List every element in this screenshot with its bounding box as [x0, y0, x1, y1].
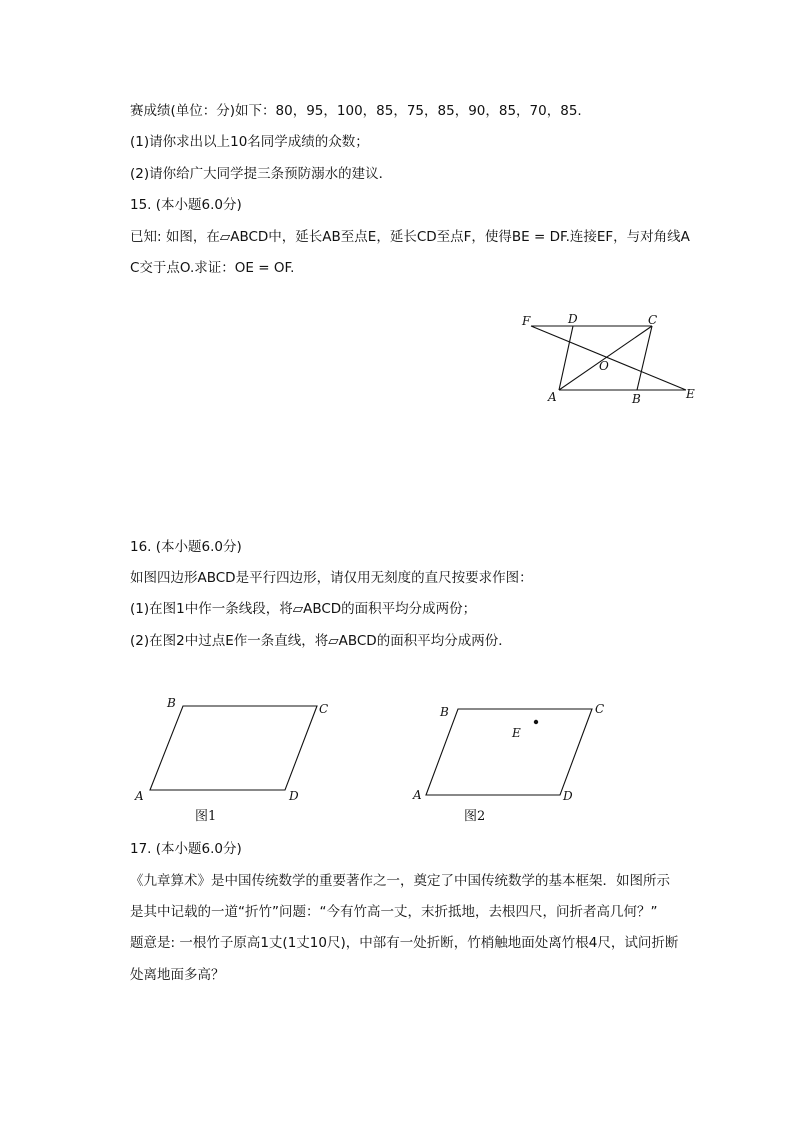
q14-part1: (1)请你求出以上10名同学成绩的众数；: [130, 134, 369, 150]
fig16-1-caption: 图1: [195, 809, 217, 824]
q17-text-line4: 处离地面多高？: [130, 967, 225, 983]
fig16-2-label-A: A: [413, 788, 422, 802]
q17-text-line3: 题意是: 一根竹子原高1丈(1丈10尺)，中部有一处折断，竹梢触地面处离竹根4尺，试问折断: [130, 935, 679, 951]
fig16-2-parallelogram: [426, 709, 592, 795]
q17-text-line1: 《九章算术》是中国传统数学的重要著作之一，奠定了中国传统数学的基本框架．如图所示: [130, 873, 670, 889]
fig16-2-label-C: C: [595, 702, 605, 716]
fig16-1-label-B: B: [167, 696, 176, 710]
fig15-label-E: E: [686, 387, 695, 401]
fig16-2-label-D: D: [563, 789, 573, 803]
fig16-2-caption: 图2: [464, 809, 486, 824]
q14-part2: (2)请你给广大同学提三条预防溺水的建议．: [130, 166, 393, 182]
q16-part1: (1)在图1中作一条线段，将▱ABCD的面积平均分成两份；: [130, 601, 477, 617]
fig16-2-label-B: B: [440, 705, 449, 719]
fig15-label-D: D: [568, 312, 578, 326]
fig16-1-parallelogram: [150, 706, 317, 790]
fig15-label-O: O: [599, 359, 609, 373]
q17-text-line2: 是其中记载的一道“折竹”问题：“今有竹高一丈，末折抵地，去根四尺，问折者高几何？”: [130, 904, 658, 920]
q16-header: 16. (本小题6.0分): [130, 539, 242, 555]
q17-header: 17. (本小题6.0分): [130, 841, 242, 857]
fig16-2-point-E: [534, 720, 538, 724]
fig16-1-label-D: D: [289, 789, 299, 803]
q16-part2: (2)在图2中过点E作一条直线，将▱ABCD的面积平均分成两份．: [130, 633, 512, 649]
fig16-1-label-C: C: [319, 702, 329, 716]
fig16-1-label-A: A: [135, 789, 144, 803]
q15-text-line1: 已知: 如图，在▱ABCD中，延长AB至点E，延长CD至点F，使得BE = DF.连接EF，与对角线A: [130, 229, 690, 245]
q15-text-line2: C交于点O.求证：OE = OF.: [130, 260, 295, 276]
fig15-label-C: C: [648, 313, 658, 327]
fig15-label-A: A: [548, 390, 557, 404]
fig15-label-B: B: [632, 392, 641, 406]
fig15-label-F: F: [522, 314, 531, 328]
q16-text-line1: 如图四边形ABCD是平行四边形，请仅用无刻度的直尺按要求作图：: [130, 570, 533, 586]
fig16-2-label-E: E: [512, 726, 521, 740]
q14-scores-line: 赛成绩(单位：分)如下：80，95，100，85，75，85，90，85，70，85.: [130, 103, 582, 119]
q15-header: 15. (本小题6.0分): [130, 197, 242, 213]
